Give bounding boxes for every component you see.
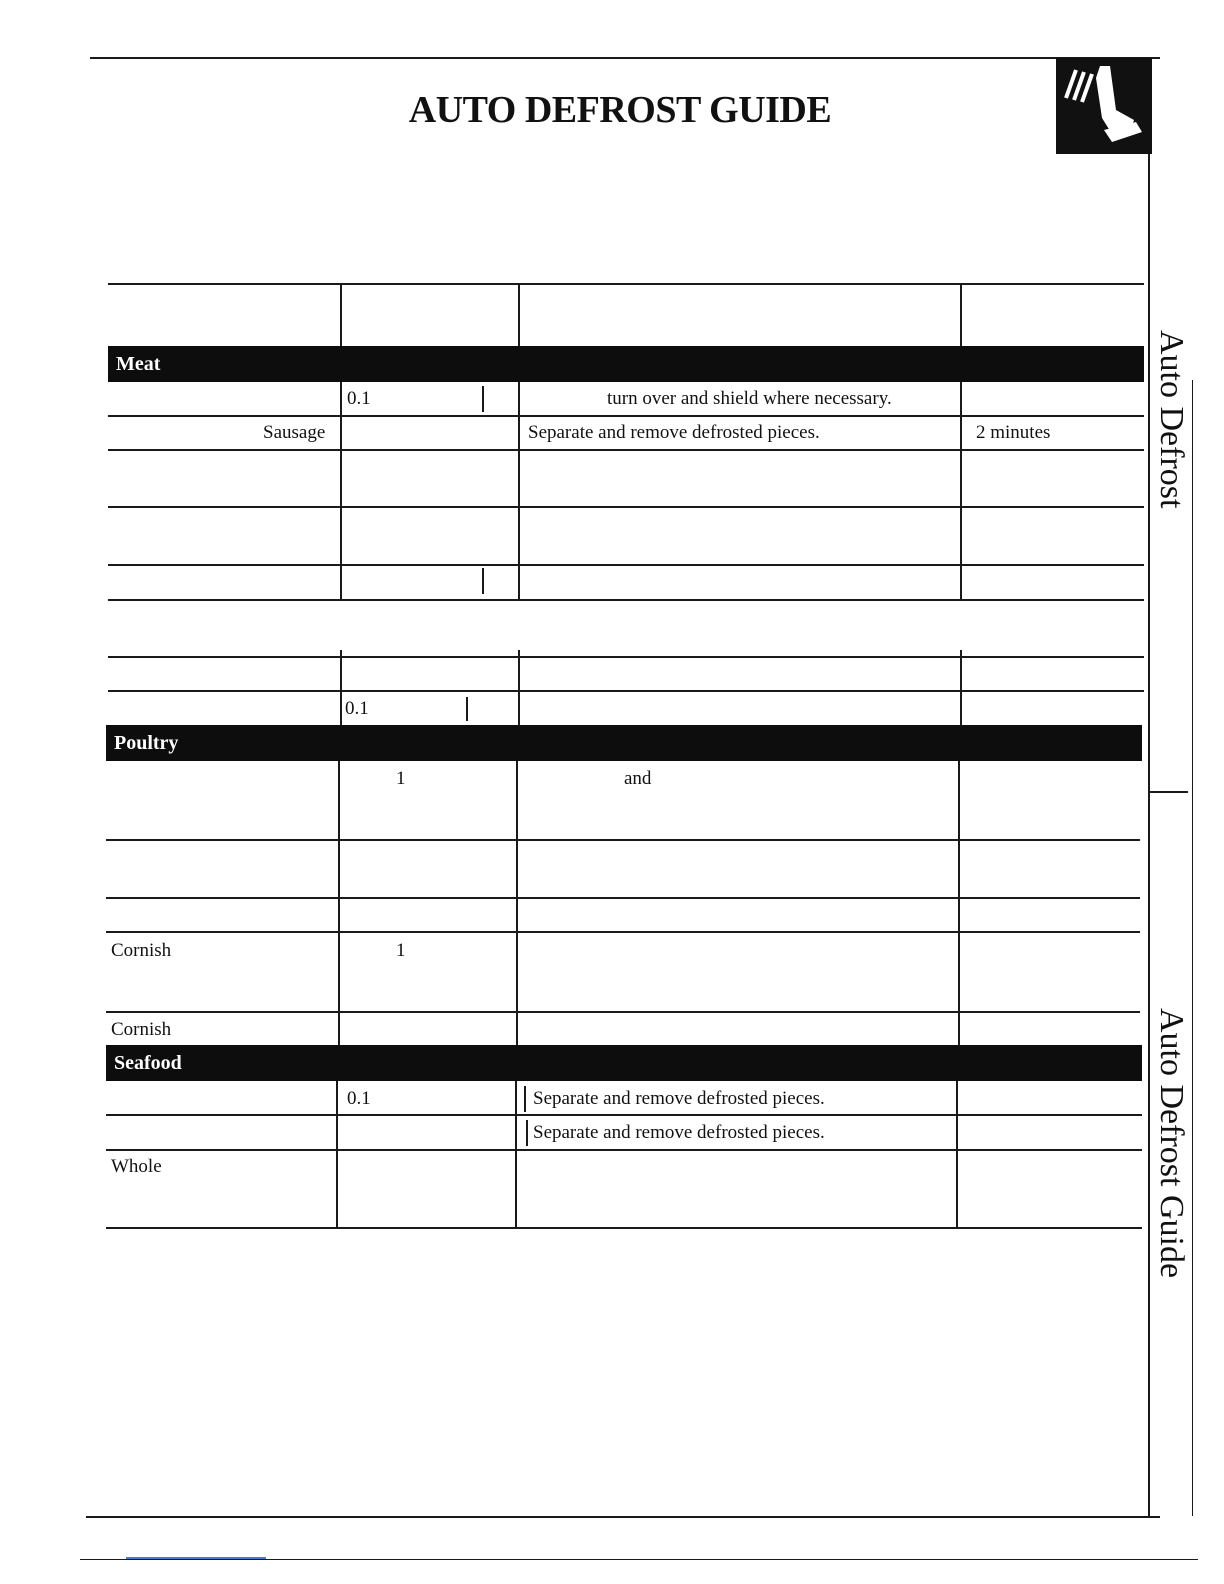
col-divider-2d [515,1081,517,1227]
table-tick [526,1120,528,1146]
table-row-divider [108,506,1144,508]
page-title: AUTO DEFROST GUIDE [408,89,832,131]
right-margin-rule-outer [1192,380,1193,1516]
right-margin-rule [1148,60,1150,1518]
side-tab-divider [1150,791,1188,793]
table-tick [482,568,484,594]
section-header-seafood: Seafood [106,1045,1142,1081]
table-row-divider [108,690,1144,692]
table-top-rule [108,283,1144,285]
meat-row2-instructions: Separate and remove defrosted pieces. [528,422,820,443]
seafood-row1-weight: 0.1 [347,1088,371,1109]
section-header-meat: Meat [108,346,1144,382]
poultry-row3-food: Cornish [111,1019,172,1040]
col-divider-1d [336,1081,338,1227]
table-tick [482,386,484,412]
footer-rule [80,1559,1198,1560]
side-tab-auto-defrost-guide: Auto Defrost Guide [1153,1008,1190,1279]
side-tab-auto-defrost: Auto Defrost [1153,330,1190,509]
meat-row2-food: Sausage [263,422,326,443]
seafood-row3-food: Whole [111,1156,162,1177]
table-tick [466,697,468,721]
table-row-divider [108,599,1144,601]
table-row-divider [106,1114,1142,1116]
col-divider-1b [340,650,342,725]
table-tick [524,1086,526,1112]
table-row-divider [108,449,1144,451]
col-divider-3c [958,761,960,1045]
table-row-divider [108,656,1144,658]
table-row-divider [106,897,1140,899]
col-divider-3 [960,283,962,601]
table-bottom-rule [106,1227,1142,1229]
meat-row3-weight: 0.1 [345,698,369,719]
col-divider-2c [516,761,518,1045]
table-row-divider [106,1011,1140,1013]
bottom-rule [86,1516,1160,1518]
poultry-row1-weight: 1 [396,768,406,789]
col-divider-2 [518,283,520,601]
table-row-divider [106,931,1140,933]
col-divider-2b [518,650,520,725]
col-divider-1 [340,283,342,601]
table-row-divider [108,415,1144,417]
seafood-row1-instructions: Separate and remove defrosted pieces. [533,1088,825,1109]
col-divider-1c [338,761,340,1045]
table-row-divider [108,564,1144,566]
footer-link-underline [126,1557,266,1559]
poultry-row2-weight: 1 [396,940,406,961]
col-divider-3d [956,1081,958,1227]
seafood-row2-instructions: Separate and remove defrosted pieces. [533,1122,825,1143]
meat-row2-time: 2 minutes [976,422,1051,443]
section-header-poultry: Poultry [106,725,1142,761]
col-divider-3b [960,650,962,725]
poultry-row1-instructions: and [624,768,652,789]
meat-row1-weight: 0.1 [347,388,371,409]
poultry-row2-food: Cornish [111,940,172,961]
table-row-divider [106,839,1140,841]
table-row-divider [106,1149,1142,1151]
meat-row1-instructions: turn over and shield where necessary. [607,388,892,409]
top-rule [90,57,1160,59]
